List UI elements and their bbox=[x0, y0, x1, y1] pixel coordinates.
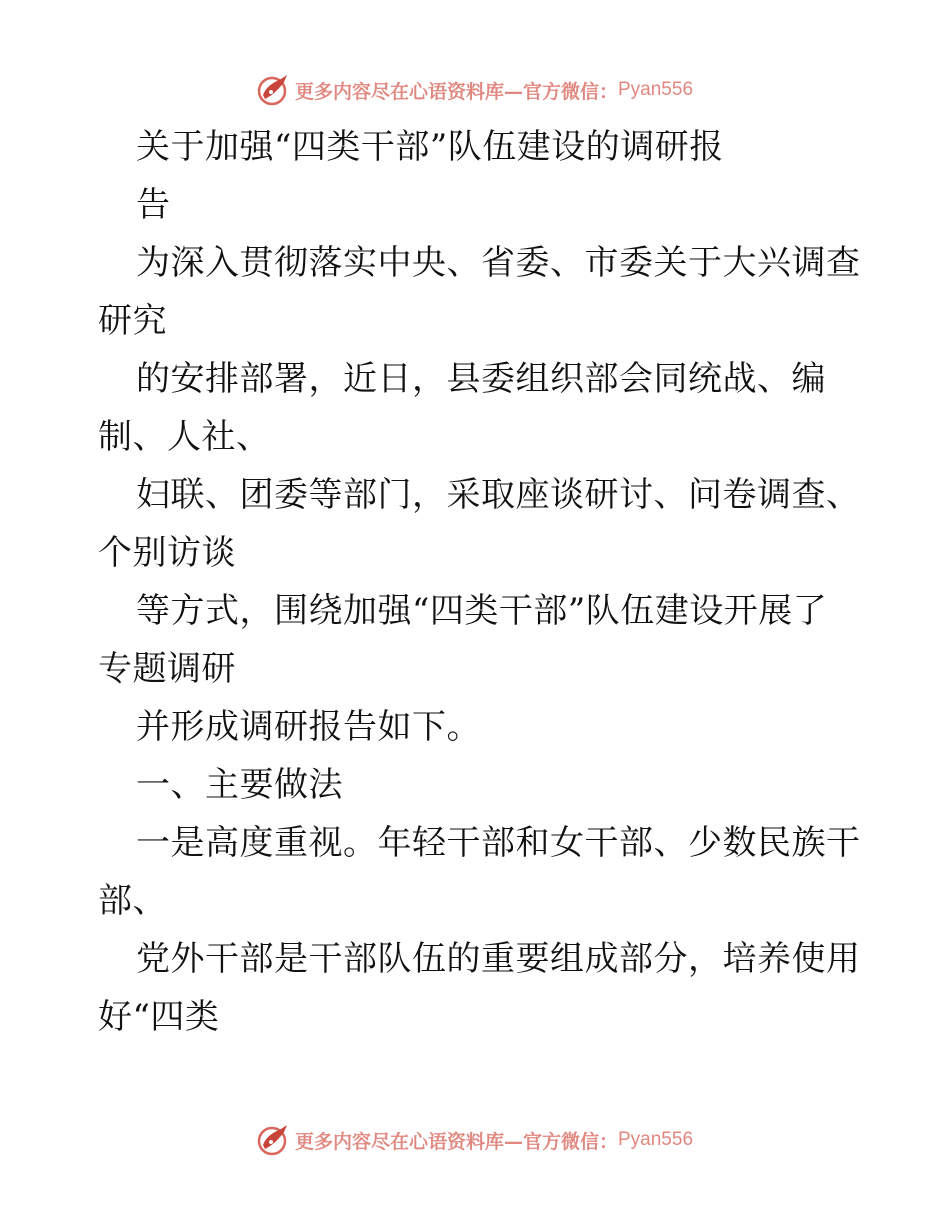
text-line: 专题调研 bbox=[98, 649, 236, 689]
text-line: 制、人社、 bbox=[98, 417, 271, 457]
text-line: 个别访谈 bbox=[98, 533, 236, 573]
pen-nib-logo-icon bbox=[257, 73, 291, 107]
text-line: 并形成调研报告如下。 bbox=[136, 707, 481, 747]
text-line: 一、主要做法 bbox=[136, 765, 343, 805]
text-line: 部、 bbox=[98, 881, 167, 921]
banner-text: 更多内容尽在心语资料库—官方微信： bbox=[294, 1130, 618, 1153]
header-watermark-banner bbox=[0, 70, 950, 110]
text-line: 告 bbox=[136, 185, 171, 225]
banner-text: 更多内容尽在心语资料库—官方微信： bbox=[294, 80, 618, 103]
banner-wechat-id: Pyan556 bbox=[618, 79, 694, 100]
banner-wechat-id: Pyan556 bbox=[618, 1129, 694, 1150]
text-line: 一是高度重视。年轻干部和女干部、少数民族干 bbox=[136, 823, 861, 863]
text-line: 研究 bbox=[98, 301, 167, 341]
text-line: 为深入贯彻落实中央、省委、市委关于大兴调查 bbox=[136, 243, 861, 283]
text-line: 妇联、团委等部门，采取座谈研讨、问卷调查、 bbox=[136, 475, 861, 515]
footer-watermark-banner bbox=[0, 1120, 950, 1160]
text-line: 的安排部署，近日，县委组织部会同统战、编 bbox=[136, 359, 826, 399]
document-body bbox=[98, 118, 861, 1046]
text-line: 等方式，围绕加强“四类干部”队伍建设开展了 bbox=[136, 591, 828, 631]
text-line: 好“四类 bbox=[98, 997, 220, 1037]
text-line: 关于加强“四类干部”队伍建设的调研报 bbox=[136, 127, 724, 167]
text-line: 党外干部是干部队伍的重要组成部分，培养使用 bbox=[136, 939, 861, 979]
pen-nib-logo-icon bbox=[257, 1123, 291, 1157]
